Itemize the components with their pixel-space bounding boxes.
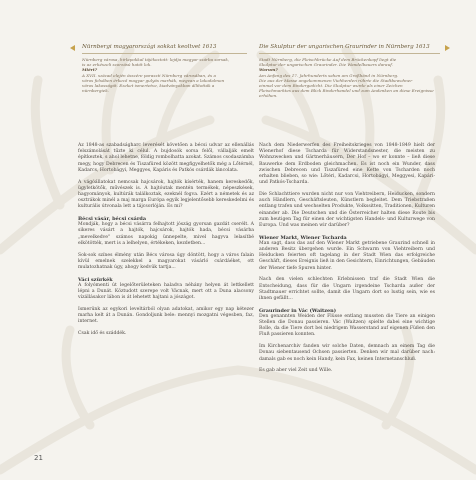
- column-german: [259, 143, 435, 380]
- caption-line: is az erkészeli szorzású hatót lok.: [82, 62, 152, 68]
- paragraph: Mondják, hogy a bécsi vásárra felhajtott jószág gyorsan gazdát cserélt. A sikeres vásárt a hajtók, hajcsárok, hajtók hada, bécsi vásárba „mevelkedve" számos napokig ünnepelte, mivel hagyva lelasítbé elkötötték, mert is a lelhelyen, értékeken, kezdetben...: [78, 222, 254, 246]
- paragraph: Sok-sok színes élmény után Bécs városa úgy döntött, hogy a város falain kívül emelnek szelekkel a magyarokat vásárló csárdáéket, ott mulatozhatnak úgy, ahogy kedvük tartja...: [78, 252, 254, 270]
- caption-line: Fleischmarktes aus dem Blick Rinderhandel und zum Andenken an diese Ereignisse erhöhen.: [259, 88, 434, 99]
- caption-title-de: Die Skulptur der ungarischen Graurinder in Nürnberg 1613: [259, 44, 440, 54]
- section-heading: Graurinder in Vác (Waitzen): [259, 307, 337, 314]
- paragraph: A vágóállatokat nemcsak hajcsárok, hajtók kísérték, hanem kereskedők, ügyletkötők, művészek is. A hajtóutak mentén termékek, népeszkések, hagyományok, kultúrák találkoztak, ezeknél fogva. Ezért a németek és az osztrákok minél a maj marga Európa egyik legjelentősebb kereskedelmi és kulturális útvonala lett a tájcsorlóján. Es mi?: [78, 179, 254, 210]
- caption-line: város lakosságát. Ezeket ismertetve, kiadványokban állították a: [82, 83, 215, 89]
- caption-line: Stadt Nürnberg, die Fleischbrücke Auf dem Brückenkopf liegt die: [259, 57, 397, 62]
- caption-line: A XVII. század elején összére paraszti Nürnberg városában, és a: [82, 72, 216, 78]
- arrow-left-icon: [70, 45, 75, 51]
- caption-text-de: [259, 57, 440, 99]
- caption-band: [70, 44, 440, 112]
- caption-hungarian: [70, 44, 255, 112]
- caption-line: Die aus der Masse angekommenen Viehherden rührte die Stadtbewohner: [259, 77, 413, 83]
- arrow-right-icon: [445, 45, 450, 51]
- caption-title-hu: Nürnbergi magyarországi sokkat keoltvet 1613: [82, 44, 247, 54]
- paragraph: Man sagt, dass das auf den Wiener Markt getriebene Graurind schnell in anderen Besitz übergehen wurde. Ein Schwarm von Viehtreibern und Heiducken feierten oft tagelang in der Stadt Wien das erfolgreiche Geschäft, dieses Ereignis ließ in den Gesichtern, Einrichtungen, Gebäuden der Wiener tiefe Spuren hinter.: [259, 240, 435, 271]
- paragraph: Csak idő és száddék.: [78, 331, 127, 337]
- caption-line: nürnbergiek.: [82, 88, 110, 94]
- section-heading: Bécsi vásár, bécsi csárda: [78, 216, 146, 223]
- paragraph: A folyómenti út legelőterületeken haladva néhány helyen át lettkellett lépni a Dunát. Köztudott szerepe volt Vácnak, mert ott a Duna alacsony vízállásakor lábon is át lehetett hajtani a jószágot.: [78, 282, 254, 301]
- caption-line: Miért?: [82, 67, 98, 73]
- caption-text-hu: [82, 57, 247, 93]
- section-heading: Váci szürkék: [78, 276, 113, 283]
- paragraph: Az 1848-as szabadságharc leverését követően a bécsi udvar az ellenállás felszámolását tűzte ki célul. A bujdosók sorsa felől, vállalják emelt építkeztek, s ahol lehetne, földig rombolhatta azokat. Számos csodaszámba megy, hogy Debrecen és Tiszafüred között megfigyelhetők még a Lőtérnél, Kadarcs, Hortobágyi, Meggyes, Kapáris és Patkós csárdák láncolata.: [78, 143, 254, 173]
- caption-german: [255, 44, 440, 112]
- caption-line: város felsőben érkező magyar gulyás marhák, megvan a lakodalmon: [82, 77, 225, 83]
- paragraph: Es gab aber viel Zeit und Wille.: [259, 368, 333, 374]
- paragraph: Den genannten Weiden der Flüsse entlang mussten die Tiere an einigen Stellen die Donau passieren. Vác (Waitzen) spielte dabei eine wichtige Rolle, da die Tiere dort bei niedrigem Wasserstand auf eigenen Füßen den Fluß passieren konnten.: [259, 313, 435, 338]
- column-hungarian: [78, 143, 254, 343]
- caption-line: Skulptur der ungarischen Graurinder. Die Wandelbauers darauf.: [259, 62, 393, 68]
- paragraph: Ismerünk az egykori leveltárból olyan adatokat, amikor egy nap kétezer marha kelt át a Dunán. Gondoljunk bele: mennyi mozgatni végesben, faz, internet.: [78, 306, 254, 325]
- section-heading: Wiener Markt, Wiener Tscharda: [259, 234, 347, 241]
- paragraph: Im Kirchenarchiv fanden wir solche Daten, demnach an einem Tag die Donau siebentausend Ochsen passierten. Denken wir mal darüber nach: damals gab es noch kein Handy, kein Fax, keinen Internetanschluß.: [259, 344, 435, 362]
- caption-line: einmal vor dem Rindergedicht. Die Skulptur wurde als einer Zeichen: [259, 83, 403, 89]
- paragraph: Nach den vielen schlechten Erlebnissen traf die Stadt Wien die Entscheidung, dass für die Ungarn irgendeine Tscharda außer der Stadtmauer errichtet sollte, damit die Ungarn dort so lustig sein, wie es ihnen gefällt...: [259, 277, 435, 301]
- paragraph: Nach dem Niederwerfen des Freiheitskrieges von 1848-1849 hielt der Wienerhof diese Tscharda für Widerstandsnester, die meisten zu Wohnzwecken und Gärtnerhäusern, Der Hof – wo er konnte – ließ diese Bauwerke dem Erdboden gleichmachen. Es ist noch ein Wunder, dass zwischen Debrecen und Tiszafüred eine Kette von Tscharden noch erhalten blieben, so wie: Lőtéri, Kadarcsi, Hortobágyi, Meggyesi, Kapári- und Patkós-Tscharda.: [259, 143, 435, 186]
- page-number: 21: [34, 454, 43, 462]
- paragraph: Die Schlachttiere wurden nicht nur von Viehtreibern, Heiducken, sondern auch Händlern, Geschäftsleuten, Künstlern begleitet. Dem Triebstraßen entlang trafen und wechselten Produkte, Volkssitten, Traditionen, Kulturen einander ab. Die Deutschen und die Österreicher halten diese Route bis zum heutigen Tag für einen der wichtigsten Handels- und Kulturwege von Europa. Und was meinen wir darüber?: [259, 191, 435, 228]
- caption-line: Am Anfang des 17. Jahrhunderts sahen am Großhänd in Nürnberg.: [259, 72, 399, 78]
- caption-line: Warum?: [259, 67, 278, 73]
- caption-line: Nürnberg városa, hírlapokkal tájékoztott: lejdja magyar szárba sorsak,: [82, 57, 230, 62]
